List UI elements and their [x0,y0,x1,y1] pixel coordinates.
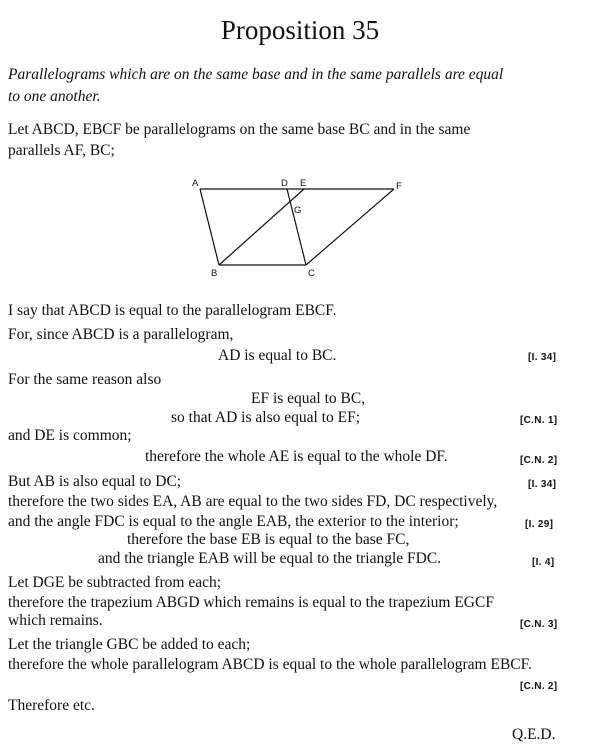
reference-i34-b: [I. 34] [528,479,557,490]
reference-i34-a: [I. 34] [528,352,557,363]
label-e: E [300,178,307,189]
line-ab [200,189,219,265]
reference-cn1: [C.N. 1] [520,415,558,426]
proof-line-8: therefore the whole AE is equal to the whole DF. [145,448,448,465]
page-title: Proposition 35 [220,15,380,45]
reference-i4: [I. 4] [532,557,555,568]
proof-line-11: and the angle FDC is equal to the angle EAB, the exterior to the interior; [8,513,459,530]
proof-line-16: which remains. [8,612,103,629]
reference-cn2-a: [C.N. 2] [520,455,558,466]
enunciation-line-1: Parallelograms which are on the same base and in the same parallels are equal [8,66,504,83]
label-d: D [281,178,288,189]
setup-line-2: parallels AF, BC; [8,142,115,159]
proof-line-15: therefore the trapezium ABGD which remains is equal to the trapezium EGCF [8,594,494,611]
reference-cn3: [C.N. 3] [520,619,558,630]
label-g: G [294,205,302,216]
qed: Q.E.D. [512,726,556,743]
proof-line-18: therefore the whole parallelogram ABCD is equal to the whole parallelogram EBCF. [8,656,532,673]
proof-line-6: so that AD is also equal to EF; [171,409,361,426]
line-fc [306,189,394,265]
proof-line-3: AD is equal to BC. [218,347,337,364]
proof-line-5: EF is equal to BC, [251,390,366,407]
proof-line-4: For the same reason also [8,371,162,388]
proof-line-13: and the triangle EAB will be equal to the triangle FDC. [98,550,442,567]
label-c: C [308,268,315,279]
proof-line-1: I say that ABCD is equal to the parallelogram EBCF. [8,302,337,319]
label-f: F [396,181,402,192]
label-b: B [211,268,218,279]
line-dc [287,189,306,265]
proof-line-17: Let the triangle GBC be added to each; [8,636,251,653]
label-a: A [192,178,199,189]
reference-cn2-b: [C.N. 2] [520,681,558,692]
proof-line-10: therefore the two sides EA, AB are equal to the two sides FD, DC respectively, [8,493,498,510]
proof-line-9: But AB is also equal to DC; [8,473,182,490]
parallelogram-figure [180,170,420,280]
proof-line-19: Therefore etc. [8,697,95,714]
proof-line-2: For, since ABCD is a parallelogram, [8,326,234,343]
proof-line-12: therefore the base EB is equal to the base FC, [127,531,410,548]
proof-line-14: Let DGE be subtracted from each; [8,574,222,591]
proof-line-7: and DE is common; [8,427,132,444]
reference-i29: [I. 29] [525,519,554,530]
setup-line-1: Let ABCD, EBCF be parallelograms on the same base BC and in the same [8,121,471,138]
line-eb [219,189,304,265]
enunciation-line-2: to one another. [8,88,101,105]
